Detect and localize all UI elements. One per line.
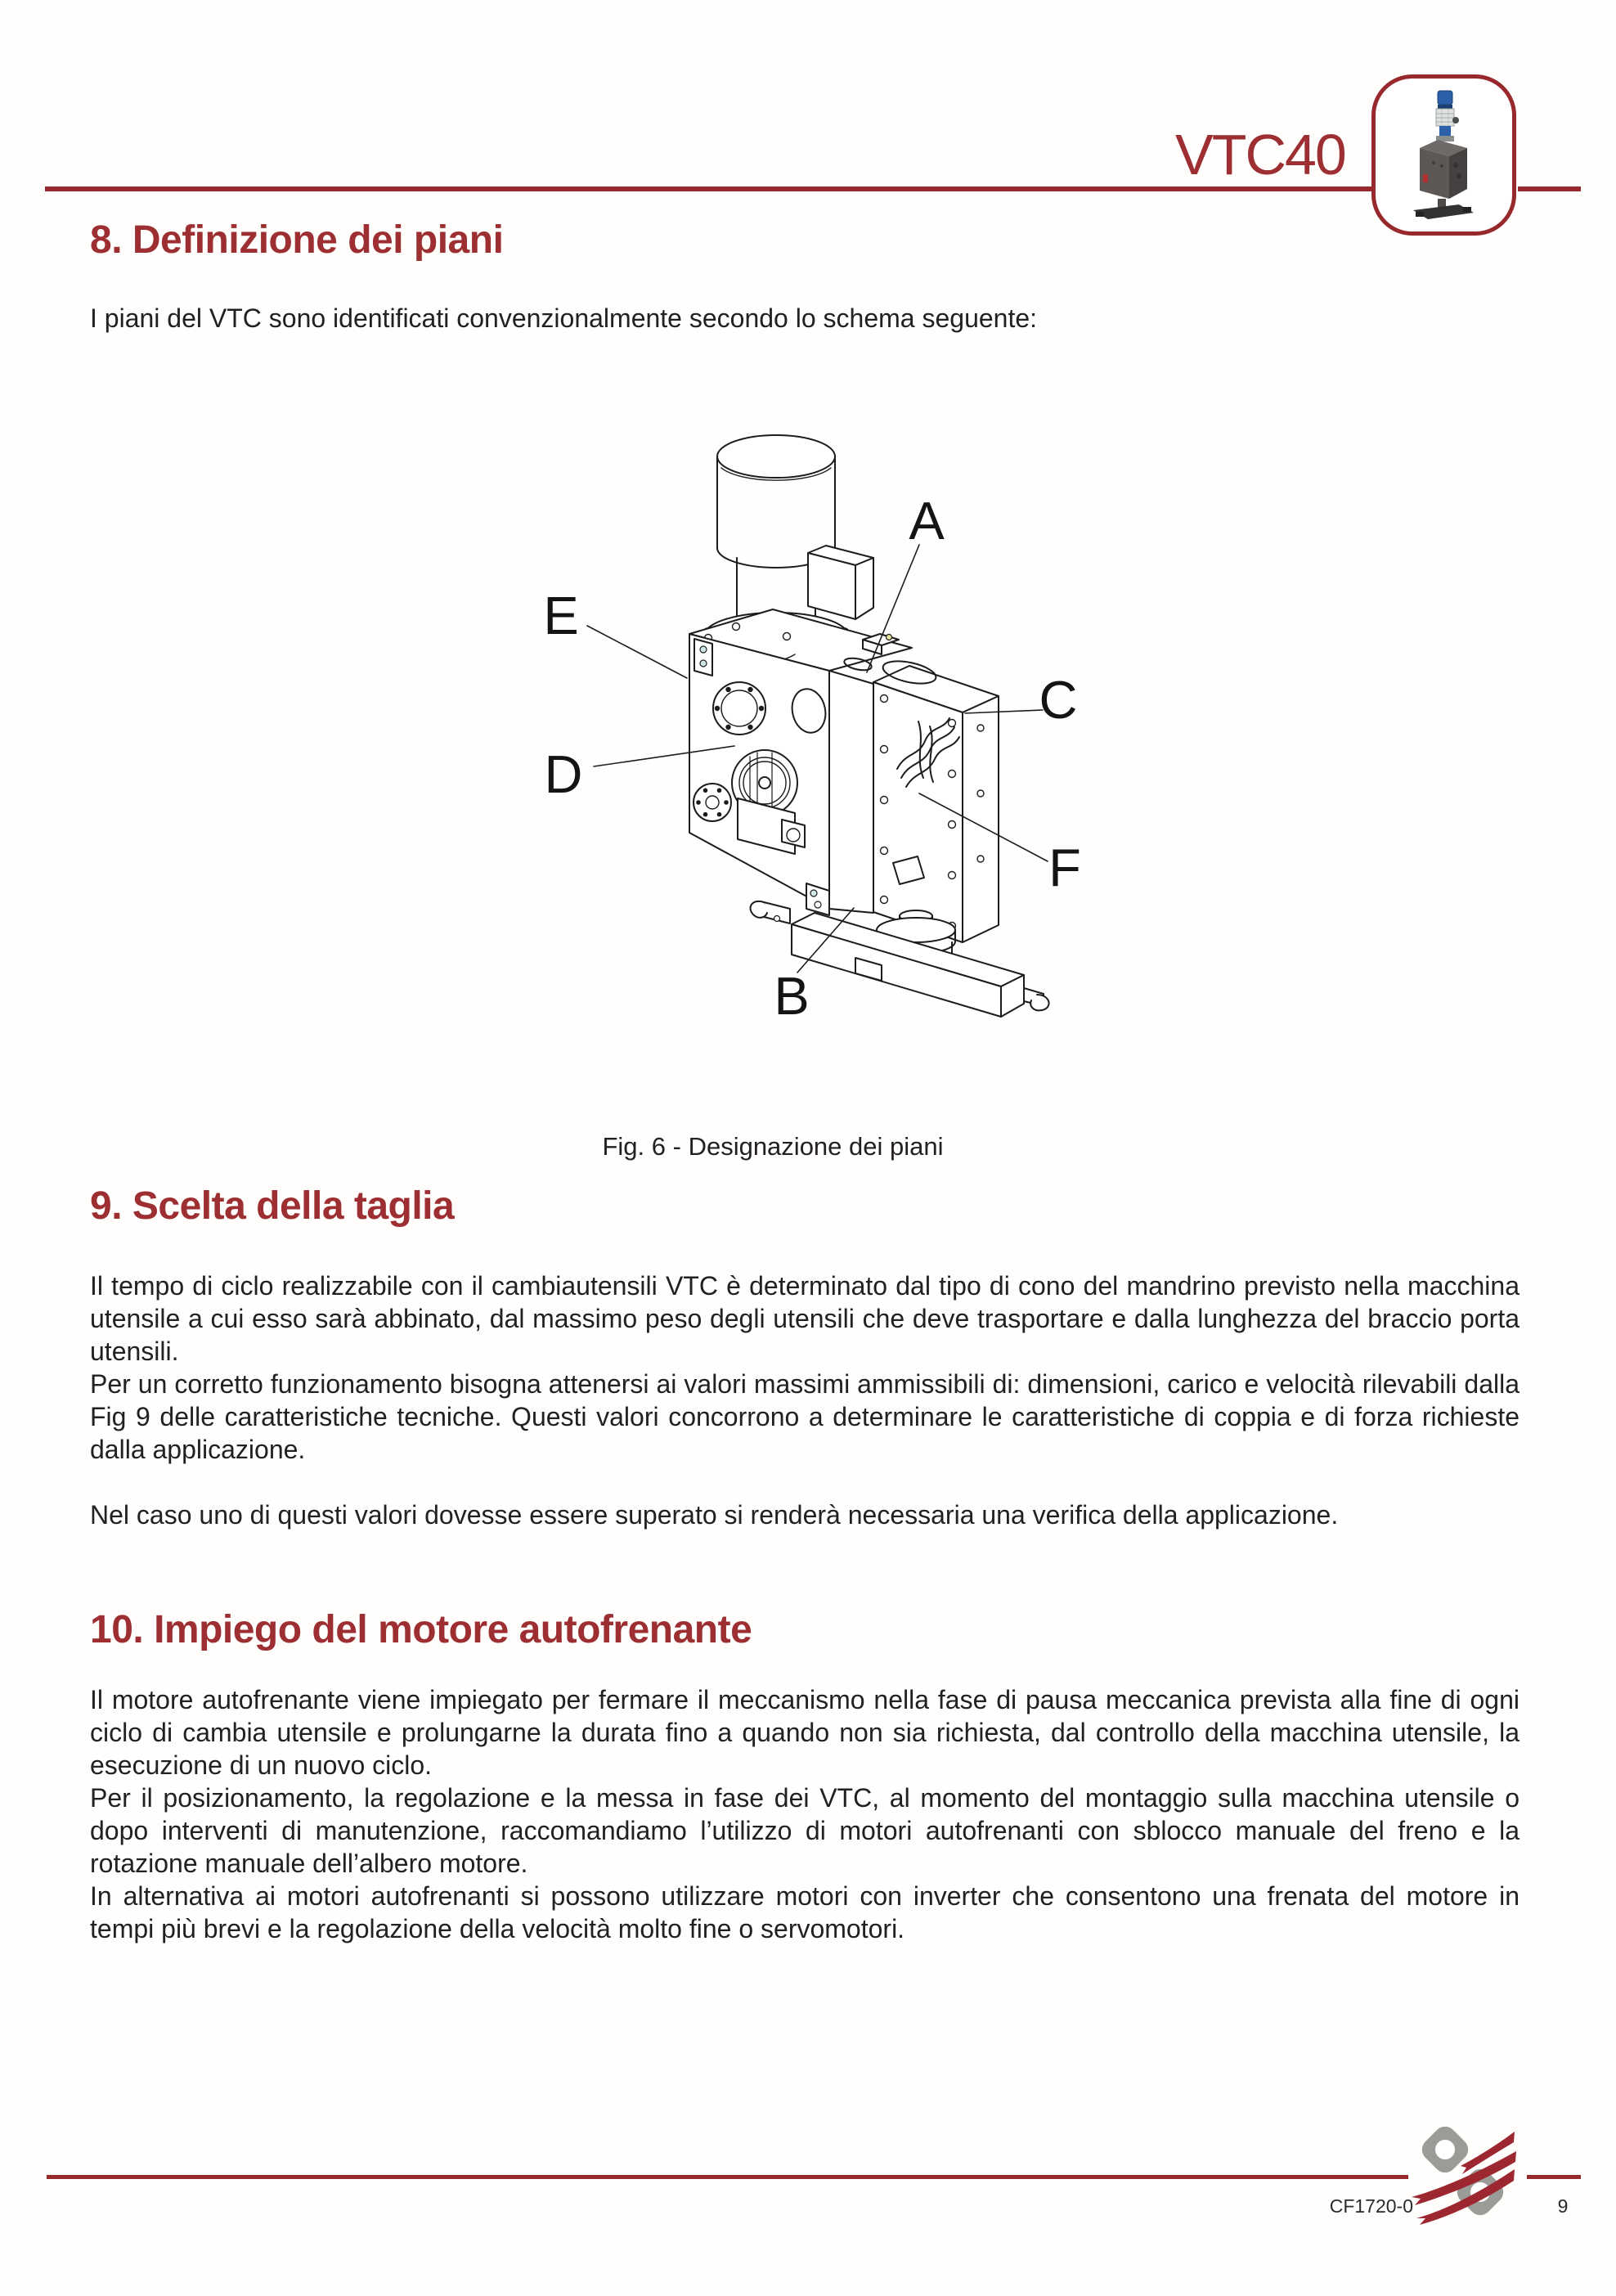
figure-label-b: B bbox=[774, 966, 810, 1026]
technical-drawing bbox=[491, 384, 1145, 1104]
footer-rule-right bbox=[1527, 2175, 1581, 2179]
figure-label-e: E bbox=[543, 586, 579, 645]
mini-motor bbox=[1436, 91, 1459, 142]
mini-body bbox=[1420, 140, 1467, 199]
product-badge bbox=[1371, 74, 1516, 236]
figure-label-a: A bbox=[909, 491, 945, 550]
section-9-body bbox=[90, 1269, 1519, 1531]
page-number: 9 bbox=[1557, 2195, 1569, 2217]
section-9-heading: 9. Scelta della taglia bbox=[90, 1184, 455, 1228]
section-10-body bbox=[90, 1683, 1519, 1945]
footer-rule-left bbox=[47, 2175, 1408, 2179]
header-rule-right bbox=[1518, 186, 1581, 191]
header-rule-left bbox=[45, 186, 1371, 191]
figure-6 bbox=[491, 384, 1145, 1104]
figure-label-d: D bbox=[544, 744, 583, 804]
section-10-paragraph-1: Il motore autofrenante viene impiegato per fermare il meccanismo nella fase di pausa meccanica prevista alla fine di ogni ciclo di cambia utensile e prolungarne la durata fino a quando non sia richiesta, dal controllo della macchina utensile, la esecuzione di un nuovo ciclo. bbox=[90, 1685, 1519, 1780]
section-8-paragraph: I piani del VTC sono identificati convenzionalmente secondo lo schema seguente: bbox=[90, 303, 1038, 333]
section-10-paragraph-2: Per il posizionamento, la regolazione e la messa in fase dei VTC, al momento del montaggio sulla macchina utensile o dopo interventi di manutenzione, raccomandiamo l’utilizzo di motori autofrenanti con sblocco manuale del freno e la rotazione manuale dell’albero motore. bbox=[90, 1783, 1519, 1878]
page-title: VTC40 bbox=[1175, 123, 1345, 186]
document-code: CF1720-0 bbox=[1329, 2195, 1413, 2217]
section-9-paragraph-2: Per un corretto funzionamento bisogna attenersi ai valori massimi ammissibili di: dimensioni, carico e velocità rilevabili dalla Fig 9 delle caratteristiche tecniche. Questi valori concorrono a determinare le caratteristiche di coppia e di forza richieste dalla applicazione. bbox=[90, 1369, 1519, 1464]
section-10-paragraph-3: In alternativa ai motori autofrenanti si possono utilizzare motori con inverter che consentono una frenata del motore in tempi più brevi e la regolazione della velocità molto fine o servomotori. bbox=[90, 1881, 1519, 1943]
terminal-box bbox=[808, 546, 873, 619]
section-10-heading: 10. Impiego del motore autofrenante bbox=[90, 1608, 752, 1651]
figure-label-c: C bbox=[1039, 670, 1078, 730]
leader-e bbox=[587, 626, 687, 678]
mini-base bbox=[1413, 199, 1474, 219]
company-logo-icon bbox=[1408, 2117, 1518, 2240]
figure-label-f: F bbox=[1048, 838, 1081, 897]
section-9-paragraph-1: Il tempo di ciclo realizzabile con il cambiautensili VTC è determinato dal tipo di cono del mandrino previsto nella macchina utensile a cui esso sarà abbinato, dal massimo peso degli utensili che deve trasportare e dalla lunghezza del braccio porta utensili. bbox=[90, 1271, 1519, 1366]
middle-face bbox=[829, 671, 873, 913]
product-photo-icon bbox=[1394, 88, 1494, 222]
section-8-heading: 8. Definizione dei piani bbox=[90, 218, 504, 262]
figure-caption: Fig. 6 - Designazione dei piani bbox=[602, 1132, 944, 1161]
section-9-paragraph-3: Nel caso uno di questi valori dovesse essere superato si renderà necessaria una verifica della applicazione. bbox=[90, 1500, 1339, 1530]
